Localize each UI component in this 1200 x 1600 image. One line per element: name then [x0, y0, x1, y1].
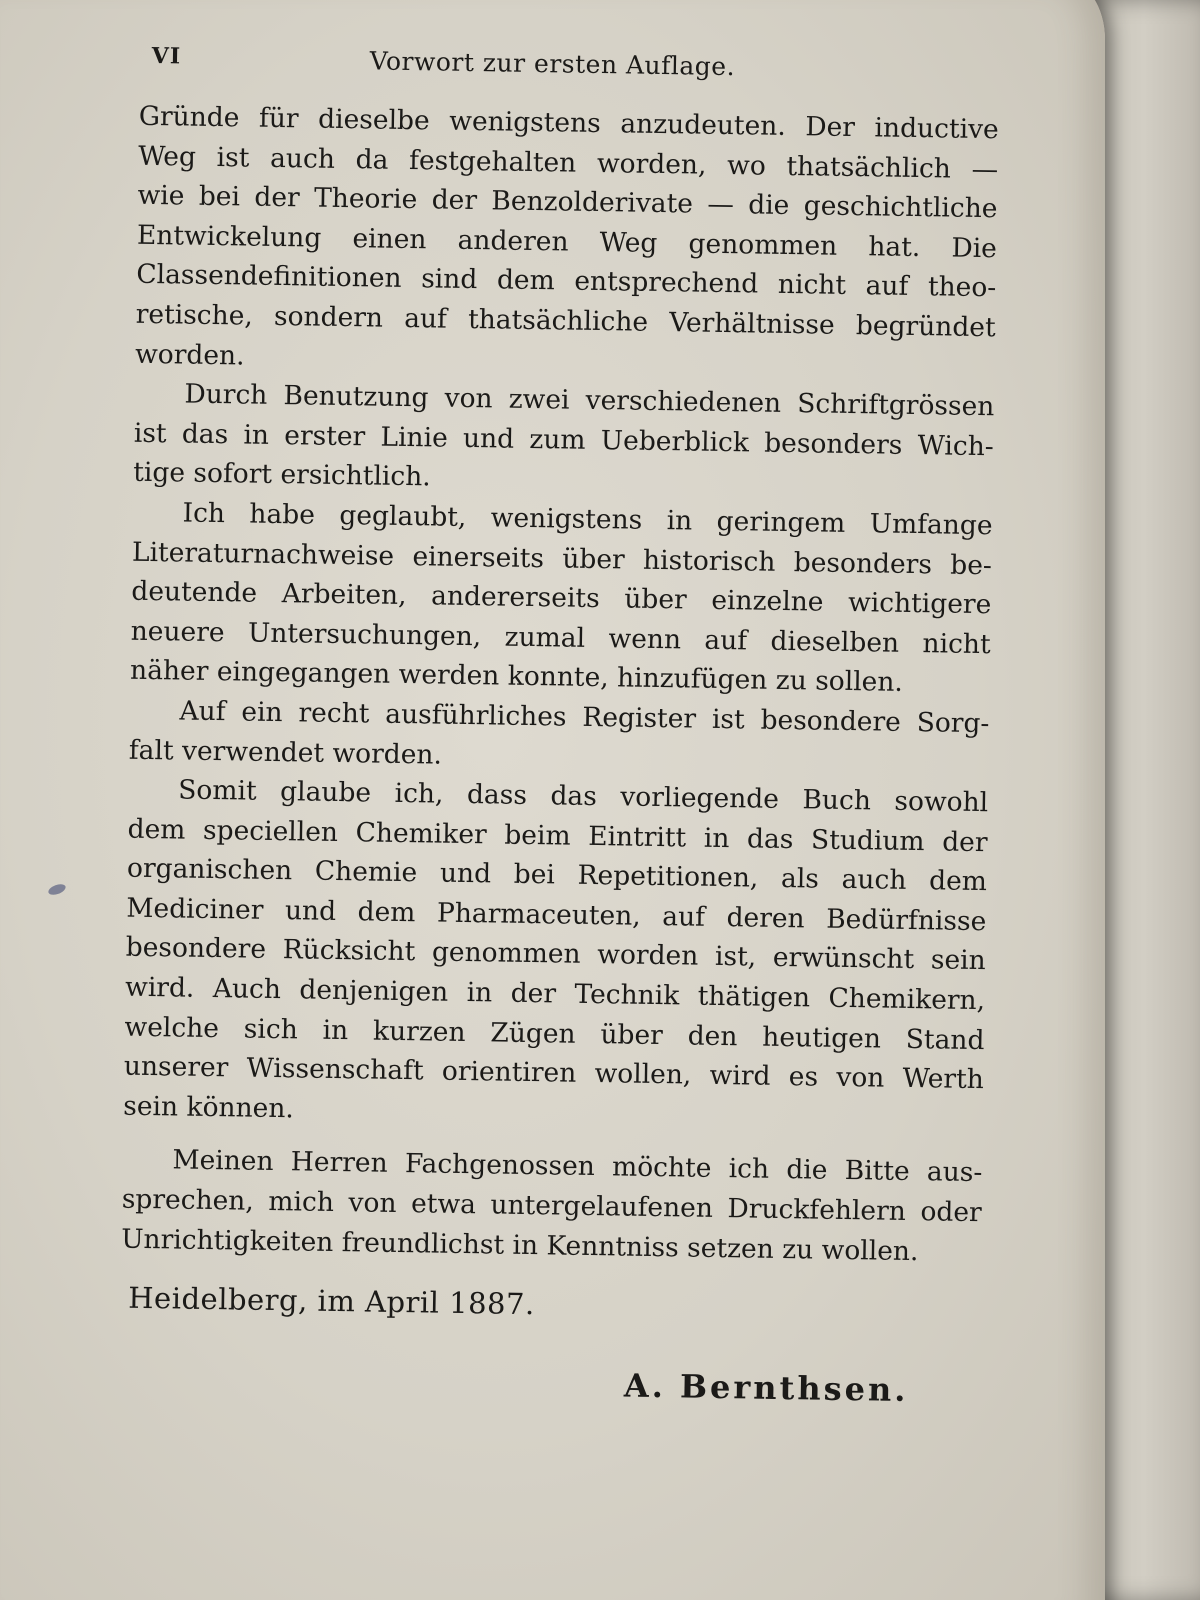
paragraph	[135, 97, 1019, 388]
text-line: Auf ein recht ausführliches Register ist besondere Sorg-	[179, 695, 990, 740]
author-signature: A. Bernthsen.	[623, 1366, 909, 1410]
text-line: näher eingegangen werden konnte, hinzufügen zu sollen.	[129, 655, 904, 699]
page-number: VI	[151, 42, 182, 70]
text-line: Meinen Herren Fachgenossen möchte ich die Bitte aus-	[172, 1144, 983, 1189]
paragraph	[123, 770, 1008, 1140]
paragraph	[121, 1140, 1003, 1273]
text-line: Weg ist auch da festgehalten worden, wo thatsächlich —	[137, 140, 999, 185]
ink-spot	[47, 882, 67, 897]
text-line: wie bei der Theorie der Benzolderivate — die geschichtliche	[137, 179, 998, 225]
text-line: wird. Auch denjenigen in der Technik thätigen Chemikern,	[124, 971, 986, 1017]
running-head	[89, 42, 1020, 97]
text-line: organischen Chemie und bei Repetitionen, als auch dem	[126, 852, 988, 898]
page-content	[69, 42, 1020, 1411]
text-line: deutende Arbeiten, andererseits über einzelne wichtigere	[131, 575, 992, 621]
text-line: dem speciellen Chemiker beim Eintritt in das Studium der	[127, 813, 988, 858]
running-title: Vorwort zur ersten Auflage.	[369, 46, 736, 82]
text-line: worden.	[134, 338, 245, 372]
text-line: Mediciner und dem Pharmaceuten, auf deren Bedürfnisse	[126, 892, 987, 938]
text-line: neuere Untersuchungen, zumal wenn auf dieselben nicht	[130, 615, 991, 660]
text-line: tige sofort ersichtlich.	[132, 457, 431, 493]
text-line: Somit glaube ich, dass das vorliegende Buch sowohl	[178, 774, 989, 819]
text-line: Durch Benutzung von zwei verschiedenen Schriftgrössen	[184, 378, 995, 423]
text-line: unserer Wissenschaft orientiren wollen, wird es von Werth	[123, 1050, 985, 1096]
text-line: Gründe für dieselbe wenigstens anzudeuten. Der inductive	[138, 100, 999, 146]
text-line: Literaturnachweise einerseits über historisch besonders be-	[131, 536, 993, 581]
text-line: retische, sondern auf thatsächliche Verhältnisse begründet	[135, 298, 996, 344]
text-line: besondere Rücksicht genommen worden ist, erwünscht sein	[125, 932, 986, 977]
text-line: falt verwendet worden.	[128, 734, 443, 771]
text-line: Entwickelung einen anderen Weg genommen hat. Die	[136, 219, 998, 265]
text-line: welche sich in kurzen Zügen über den heutigen Stand	[124, 1011, 985, 1056]
paragraph	[130, 493, 1013, 705]
text-line: Ich habe geglaubt, wenigstens in geringem Umfange	[182, 497, 993, 542]
text-line: Classendefinitionen sind dem entsprechend nicht auf theo-	[136, 259, 997, 304]
text-line: ist das in erster Linie und zum Ueberblick besonders Wich-	[133, 417, 995, 462]
text-line: Unrichtigkeiten freundlichst in Kenntniss setzen zu wollen.	[120, 1223, 919, 1267]
place-date: Heidelberg, im April 1887.	[128, 1280, 535, 1322]
paragraph	[129, 691, 1010, 784]
paragraph	[133, 374, 1015, 507]
text-line: sein können.	[123, 1090, 295, 1125]
text-line: sprechen, mich von etwa untergelaufenen Druckfehlern oder	[121, 1183, 982, 1229]
body-text	[71, 96, 1019, 1273]
